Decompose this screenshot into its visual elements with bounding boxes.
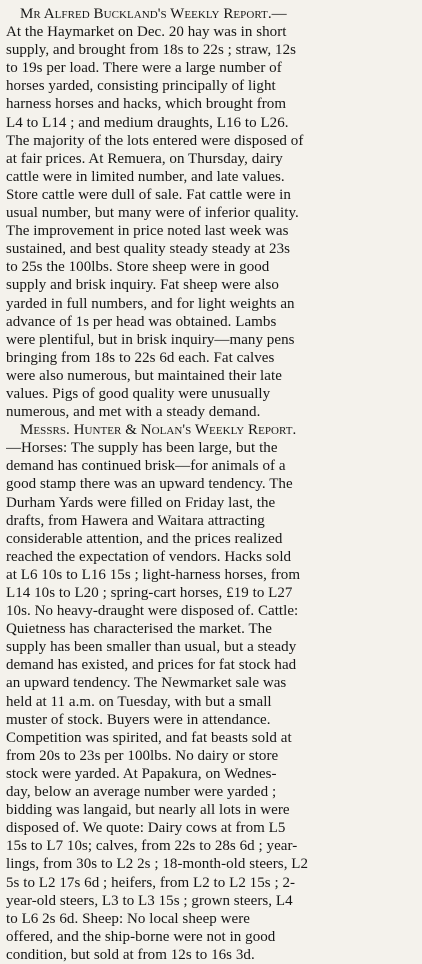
text-line: muster of stock. Buyers were in attendance.	[6, 711, 271, 728]
text-line: supply has been smaller than usual, but a steady	[6, 639, 297, 656]
text-line: supply and brisk inquiry. Fat sheep were also	[6, 277, 279, 294]
text-line: at fair prices. At Remuera, on Thursday, dairy	[6, 150, 283, 167]
text-line: an upward tendency. The Newmarket sale was	[6, 675, 287, 692]
text-line: day, below an average number were yarded ;	[6, 784, 277, 801]
report-heading: Messrs. Hunter & Nolan's Weekly Report.	[20, 422, 297, 439]
text-line: 10s. No heavy-draught were disposed of. Cattle:	[6, 603, 299, 620]
text-line: horses yarded, consisting principally of light	[6, 78, 276, 95]
text-line: disposed of. We quote: Dairy cows at from L5	[6, 820, 286, 837]
text-line: advance of 1s per head was obtained. Lambs	[6, 313, 277, 330]
text-line: held at 11 a.m. on Tuesday, with but a small	[6, 693, 272, 710]
text-line: supply, and brought from 18s to 22s ; straw, 12s	[6, 42, 297, 59]
text-line: 5s to L2 17s 6d ; heifers, from L2 to L2 15s ; 2-	[6, 874, 296, 891]
report-heading: Mr Alfred Buckland's Weekly Report.—	[20, 6, 287, 22]
text-line: stock were yarded. At Papakura, on Wednes-	[6, 765, 277, 782]
text-line: cattle were in limited number, and late values.	[6, 168, 285, 185]
report-hunter-nolan	[6, 421, 418, 964]
text-line: year-old steers, L3 to L3 15s ; grown steers, L4	[6, 892, 293, 909]
text-line: demand has existed, and prices for fat stock had	[6, 657, 297, 674]
text-line: yarded in full numbers, and for light weights an	[6, 295, 295, 312]
text-line: values. Pigs of good quality were unusually	[6, 385, 271, 402]
text-line: —Horses: The supply has been large, but the	[6, 440, 278, 457]
text-line: demand has continued brisk—for animals of a	[6, 458, 286, 475]
text-line: usual number, but many were of inferior quality.	[6, 205, 299, 222]
text-line: were also numerous, but maintained their late	[6, 367, 282, 384]
text-line: Durham Yards were filled on Friday last, the	[6, 494, 276, 511]
text-line: to 25s the 100lbs. Store sheep were in good	[6, 259, 270, 276]
text-line: numerous, and met with a steady demand.	[6, 404, 261, 421]
report-buckland	[6, 5, 418, 421]
text-line: Store cattle were dull of sale. Fat cattle were in	[6, 186, 291, 203]
text-line: bidding was langaid, but nearly all lots in were	[6, 802, 290, 819]
text-line: lings, from 30s to L2 2s ; 18-month-old steers, L2	[6, 856, 309, 873]
text-line: L4 to L14 ; and medium draughts, L16 to L26.	[6, 114, 289, 131]
text-line: offered, and the ship-borne were not in good	[6, 928, 276, 945]
text-line: drafts, from Hawera and Waitara attracting	[6, 512, 265, 529]
text-line: At the Haymarket on Dec. 20 hay was in short	[6, 24, 287, 41]
text-line: considerable attention, and the prices realized	[6, 530, 283, 547]
text-line: L14 10s to L20 ; spring-cart horses, £19 to L27	[6, 585, 293, 601]
text-line: bringing from 18s to 22s 6d each. Fat calves	[6, 349, 275, 366]
text-line: to 19s per load. There were a large number of	[6, 60, 282, 77]
text-line: from 20s to 23s per 100lbs. No dairy or store	[6, 747, 279, 764]
text-line: to L6 2s 6d. Sheep: No local sheep were	[6, 910, 250, 927]
text-line: condition, but sold at from 12s to 16s 3d.	[6, 946, 255, 963]
text-line: harness horses and hacks, which brought from	[6, 96, 287, 113]
text-line: were plentiful, but in brisk inquiry—many pens	[6, 331, 295, 348]
text-line: good stamp there was an upward tendency. The	[6, 476, 293, 493]
text-line: reached the expectation of vendors. Hacks sold	[6, 548, 292, 565]
text-line: sustained, and best quality steady steady at 23s	[6, 241, 291, 258]
text-line: Competition was spirited, and fat beasts sold at	[6, 729, 292, 746]
text-line: The improvement in price noted last week was	[6, 223, 289, 240]
text-line: at L6 10s to L16 15s ; light-harness horses, from	[6, 566, 301, 583]
text-line: Quietness has characterised the market. The	[6, 621, 272, 638]
text-line: The majority of the lots entered were disposed of	[6, 132, 304, 149]
text-line: 15s to L7 10s; calves, from 22s to 28s 6d ; year-	[6, 838, 298, 855]
